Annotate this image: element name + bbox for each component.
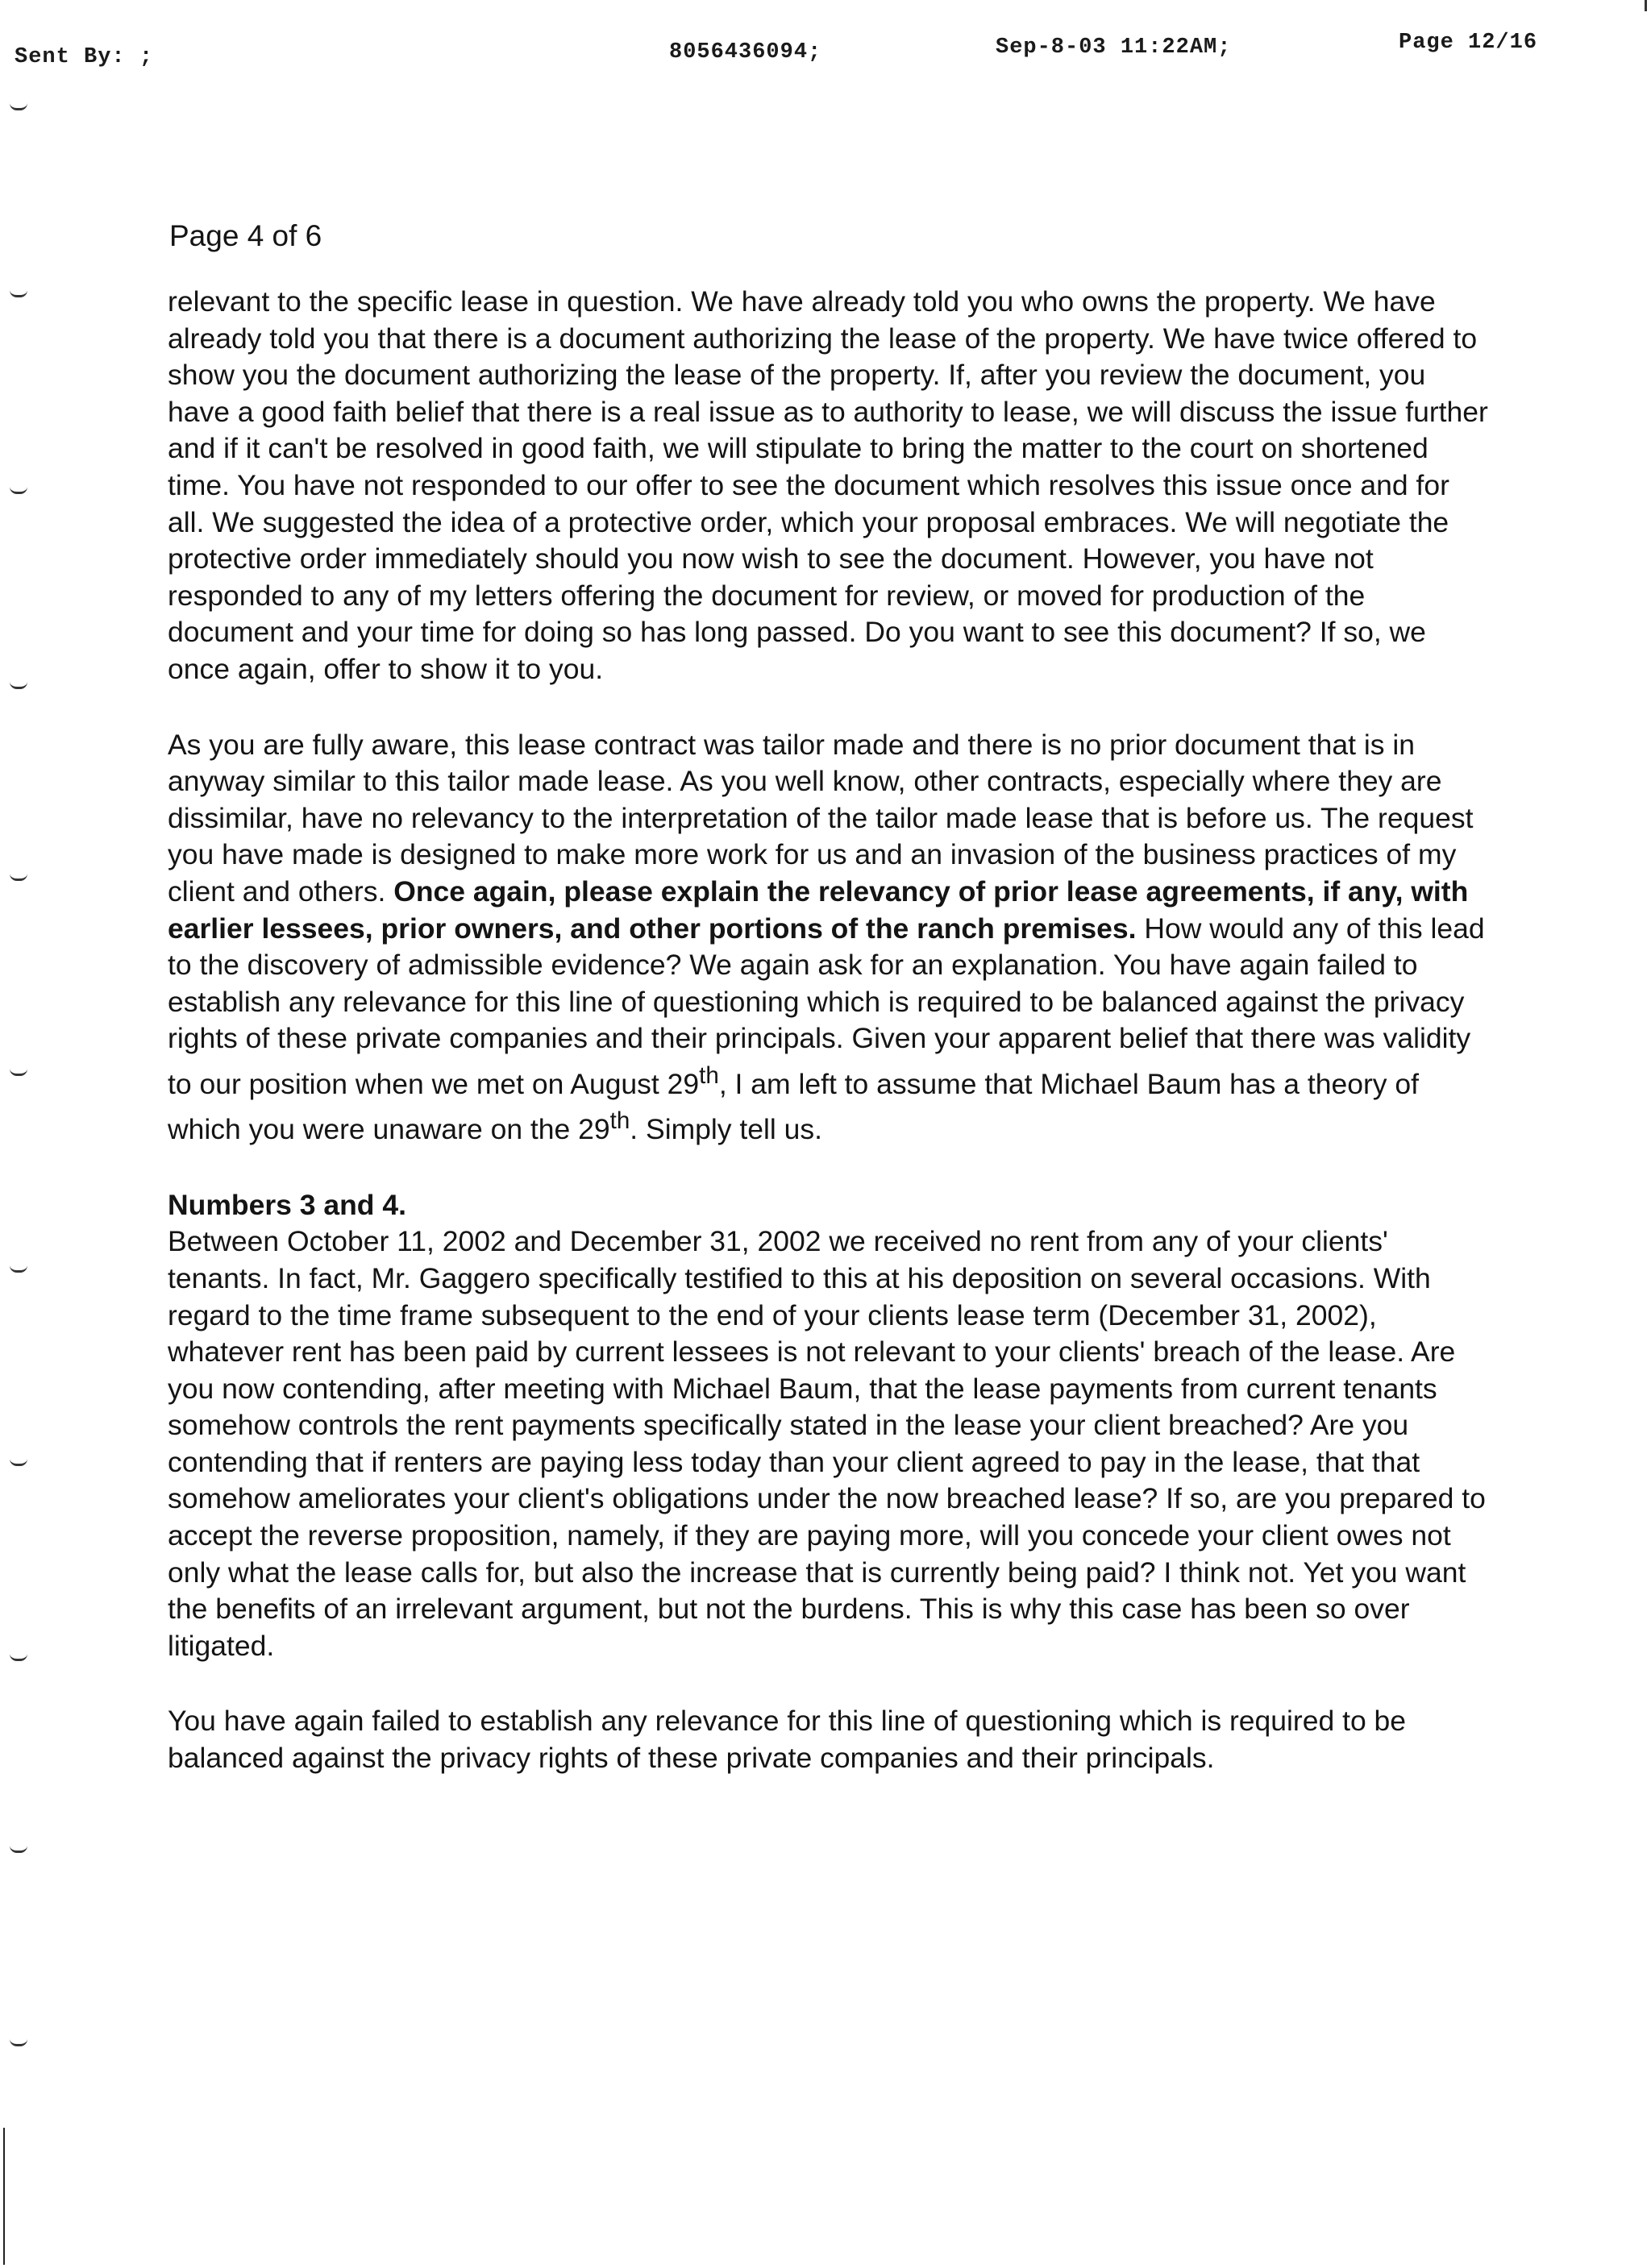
letter-body <box>168 284 1490 1777</box>
paragraph-gap <box>168 1664 1490 1703</box>
paragraph-text: , I am left to assume that Michael Baum has a theory of which you were unaware on the 29 <box>168 1067 1420 1146</box>
paragraph-gap <box>168 688 1490 727</box>
fax-header <box>0 31 1651 79</box>
fax-page-count: Page 12/16 <box>1399 31 1538 55</box>
paragraph-gap <box>168 1149 1490 1187</box>
paragraph-text: . Simply tell us. <box>630 1113 823 1146</box>
margin-mark <box>10 1265 27 1273</box>
paragraph-text: As you are fully aware, this lease contract was tailor made and there is no prior document that is in anyway similar to this tailor made lease. As you well know, other contracts, especially where they are dissimilar, have no relevancy to the interpretation of the tailor made lease that is before us. The request you have made is designed to make more work for us and an invasion of the business practices of my client and others. <box>168 728 1474 908</box>
margin-mark <box>10 1654 27 1661</box>
superscript-ordinal: th <box>609 1107 630 1135</box>
fax-sent-by: Sent By: ; <box>15 45 154 69</box>
margin-mark <box>10 103 27 110</box>
fax-phone-number: 8056436094; <box>669 40 822 64</box>
margin-mark <box>10 290 27 297</box>
paragraph-tailor-made-lease <box>168 727 1490 1149</box>
margin-mark <box>10 1069 27 1076</box>
scan-artifact-dot <box>1645 0 1647 11</box>
margin-mark <box>10 1459 27 1466</box>
paragraph-relevance-closing: You have again failed to establish any relevance for this line of questioning which is required to be balanced against the privacy rights of these private companies and their principals. <box>168 1705 1407 1775</box>
scan-edge-line <box>3 2128 5 2265</box>
margin-mark <box>10 487 27 494</box>
superscript-ordinal: th <box>699 1061 719 1089</box>
paragraph-rent-payments: Between October 11, 2002 and December 31, 2002 we received no rent from any of your clients' tenants. In fact, Mr. Gaggero specifically testified to this at his deposition on several occasions. With regard to the time frame subsequent to the end of your clients lease term (December 31, 2002), whatever rent has been paid by current lessees is not relevant to your clients' breach of the lease. Are you now contending, after meeting with Michael Baum, that the lease payments from current tenants somehow controls the rent payments specifically stated in the lease your client breached? Are you contending that if renters are paying less today than your client agreed to pay in the lease, that that somehow ameliorates your client's obligations under the now breached lease? If so, are you prepared to accept the reverse proposition, namely, if they are paying more, will you concede your client owes not only what the lease calls for, but also the increase that is currently being paid? I think not. Yet you want the benefits of an irrelevant argument, but not the burdens. This is why this case has been so over litigated. <box>168 1225 1486 1662</box>
margin-mark <box>10 682 27 689</box>
margin-mark <box>10 1846 27 1853</box>
emphasized-request: Once again, please explain the relevancy of prior lease agreements, if any, with earlier lessees, prior owners, and other portions of the ranch premises. <box>168 874 1469 945</box>
margin-mark <box>10 874 27 881</box>
margin-mark <box>10 2039 27 2046</box>
section-heading: Numbers 3 and 4. <box>168 1188 406 1221</box>
paragraph-authority-to-lease: relevant to the specific lease in question. We have already told you who owns the property. We have already told you that there is a document authorizing the lease of the property. We have twice offered to show you the document authorizing the lease of the property. If, after you review the document, you have a good faith belief that there is a real issue as to authority to lease, we will discuss the issue further and if it can't be resolved in good faith, we will stipulate to bring the matter to the court on shortened time. You have not responded to our offer to see the document which resolves this issue once and for all. We suggested the idea of a protective order, which your proposal embraces. We will negotiate the protective order immediately should you now wish to see the document. However, you have not responded to any of my letters offering the document for review, or moved for production of the document and your time for doing so has long passed. Do you want to see this document? If so, we once again, offer to show it to you. <box>168 285 1488 685</box>
fax-datetime: Sep-8-03 11:22AM; <box>996 35 1232 60</box>
page-number-label: Page 4 of 6 <box>169 219 322 252</box>
paragraph-text: How would any of this lead to the discovery of admissible evidence? We again ask for an explanation. You have again failed to establish any relevance for this line of questioning which is required to be balanced against the privacy rights of these private companies and their principals. Given your apparent belief that there was validity to our position when we met on August 29 <box>168 912 1485 1100</box>
